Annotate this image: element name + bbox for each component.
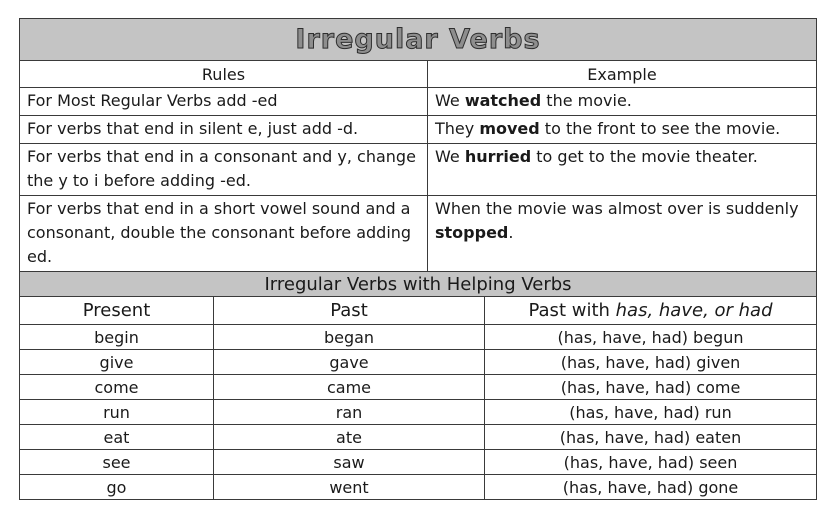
example-pre: We: [435, 91, 465, 110]
example-text: [428, 144, 817, 196]
verb-row: [20, 375, 817, 400]
past-header: Past: [214, 297, 485, 325]
rule-text: For Most Regular Verbs add -ed: [20, 88, 428, 116]
example-text: [428, 196, 817, 272]
verb-row: [20, 400, 817, 425]
example-verb: stopped: [435, 223, 509, 242]
example-post: the movie.: [541, 91, 632, 110]
past-cell: went: [214, 475, 485, 500]
participle-cell: (has, have, had) run: [485, 400, 817, 425]
present-cell: begin: [20, 325, 214, 350]
participle-cell: (has, have, had) seen: [485, 450, 817, 475]
example-text: [428, 88, 817, 116]
present-cell: run: [20, 400, 214, 425]
verb-row: [20, 325, 817, 350]
rules-header: Rules: [20, 61, 428, 88]
verb-row: [20, 475, 817, 500]
rules-body: [20, 88, 817, 272]
past-cell: ate: [214, 425, 485, 450]
example-verb: moved: [479, 119, 540, 138]
present-header: Present: [20, 297, 214, 325]
participle-cell: (has, have, had) gone: [485, 475, 817, 500]
participle-header-helpers: has, have, or had: [615, 300, 773, 321]
rule-text: For verbs that end in a consonant and y, change the y to i before adding -ed.: [20, 144, 428, 196]
participle-cell: (has, have, had) eaten: [485, 425, 817, 450]
rule-row: [20, 144, 817, 196]
example-verb: watched: [464, 91, 542, 110]
example-post: to get to the movie theater.: [531, 147, 758, 166]
rule-text: For verbs that end in a short vowel sound and a consonant, double the consonant before adding ed.: [20, 196, 428, 272]
rules-table: [19, 18, 817, 272]
rule-row: [20, 116, 817, 144]
present-cell: give: [20, 350, 214, 375]
verb-row: [20, 350, 817, 375]
participle-header: [485, 297, 817, 325]
past-cell: came: [214, 375, 485, 400]
past-cell: saw: [214, 450, 485, 475]
page-title: Irregular Verbs: [20, 19, 817, 61]
example-verb: hurried: [464, 147, 532, 166]
example-pre: We: [435, 147, 465, 166]
verbs-section-title: Irregular Verbs with Helping Verbs: [20, 272, 817, 297]
participle-cell: (has, have, had) given: [485, 350, 817, 375]
rule-row: [20, 88, 817, 116]
irregular-verbs-sheet: [19, 18, 816, 500]
participle-cell: (has, have, had) begun: [485, 325, 817, 350]
example-text: [428, 116, 817, 144]
example-header: Example: [428, 61, 817, 88]
example-post: to the front to see the movie.: [539, 119, 781, 138]
past-cell: ran: [214, 400, 485, 425]
example-pre: They: [435, 119, 480, 138]
present-cell: see: [20, 450, 214, 475]
rule-row: [20, 196, 817, 272]
verb-row: [20, 425, 817, 450]
present-cell: go: [20, 475, 214, 500]
verb-row: [20, 450, 817, 475]
verbs-table: [19, 271, 817, 500]
present-cell: eat: [20, 425, 214, 450]
example-post: .: [508, 223, 514, 242]
participle-cell: (has, have, had) come: [485, 375, 817, 400]
example-pre: When the movie was almost over is suddenly: [435, 199, 799, 218]
participle-header-pre: Past with: [528, 300, 616, 321]
past-cell: began: [214, 325, 485, 350]
rule-text: For verbs that end in silent e, just add -d.: [20, 116, 428, 144]
present-cell: come: [20, 375, 214, 400]
past-cell: gave: [214, 350, 485, 375]
verbs-body: [20, 325, 817, 500]
